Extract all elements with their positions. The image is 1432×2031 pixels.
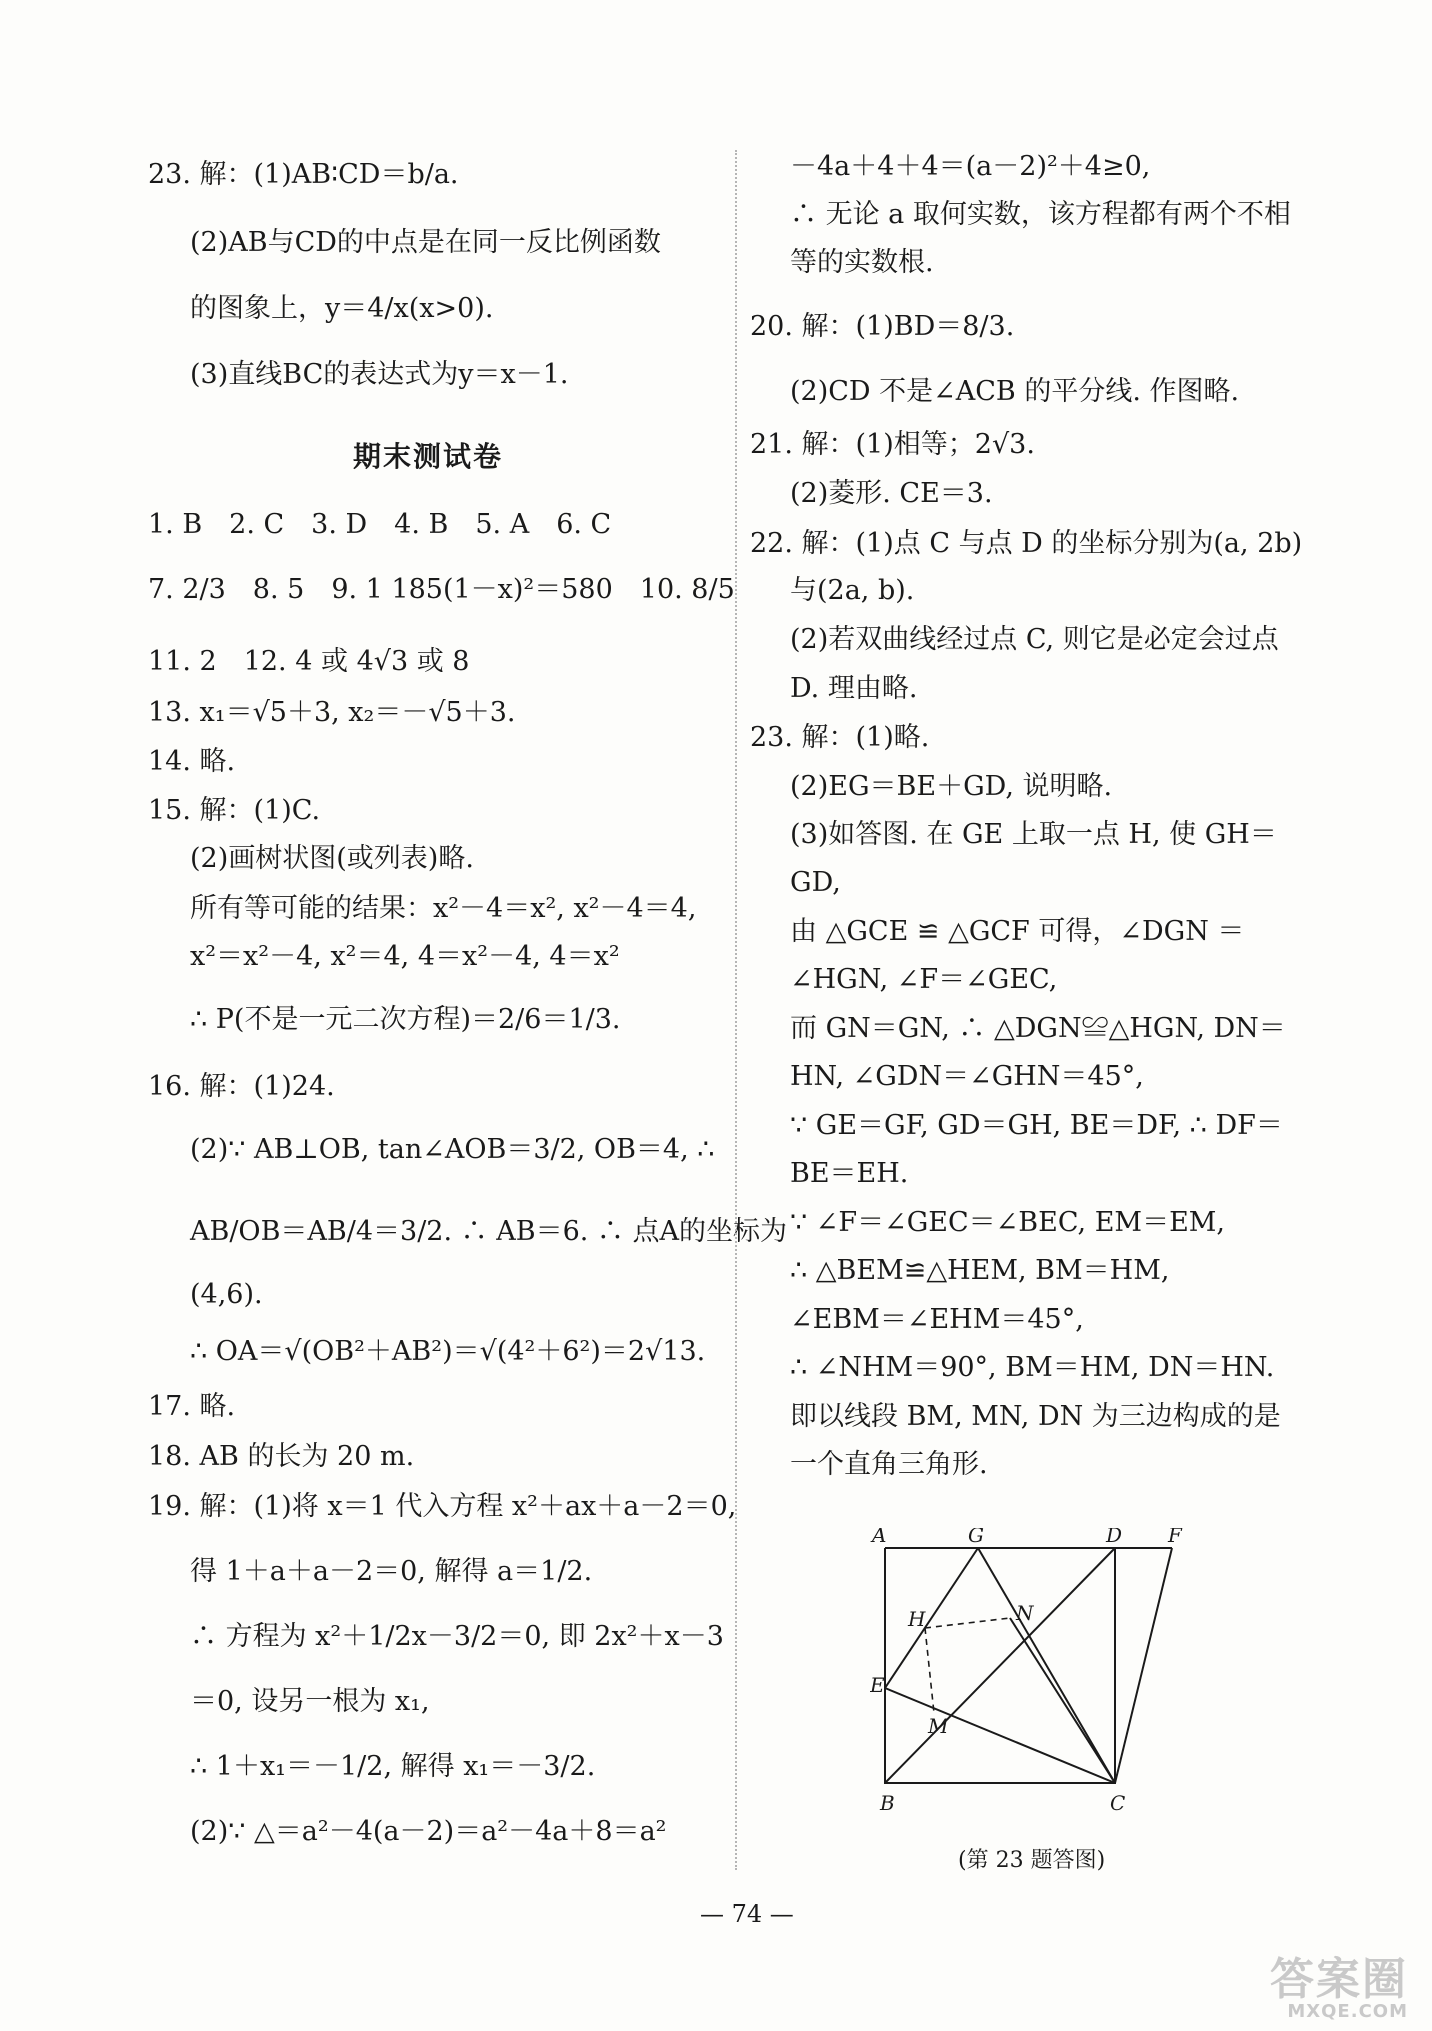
answer-line: ∴ 1＋x₁＝－1/2, 解得 x₁＝－3/2. [190,1751,596,1782]
watermark-main: 答案圈 [1270,1954,1408,2005]
label-n: N [1016,1601,1034,1625]
answer-line: (2)∵ AB⊥OB, tan∠AOB＝3/2, OB＝4, ∴ [190,1134,715,1165]
label-d: D [1106,1528,1123,1547]
answer-line: (2)∵ △＝a²－4(a－2)＝a²－4a＋8＝a² [190,1816,667,1847]
answer-line: 等的实数根. [790,247,934,278]
label-h: H [908,1607,926,1631]
segment-bd [885,1548,1115,1783]
answer-line: 16. 解：(1)24. [148,1071,335,1102]
answer-line: (2)CD 不是∠ACB 的平分线. 作图略. [790,376,1240,407]
segment-hn [925,1618,1010,1628]
answer-line: 一个直角三角形. [790,1449,988,1480]
answer-line: (2)菱形. CE＝3. [790,478,993,509]
answer-line: 23. 解：(1)略. [750,722,930,753]
answer-line: 即以线段 BM, MN, DN 为三边构成的是 [790,1401,1281,1432]
answer-line: (2)画树状图(或列表)略. [190,843,474,874]
answer-line: (4,6). [190,1279,263,1310]
answer-line: 11. 2 12. 4 或 4√3 或 8 [148,646,470,677]
answer-line: ∵ GE＝GF, GD＝GH, BE＝DF, ∴ DF＝ [790,1110,1283,1141]
answer-line: HN, ∠GDN＝∠GHN＝45°, [790,1061,1144,1092]
segment-ge [885,1548,978,1688]
watermark-logo [1258,1954,1408,2022]
answer-line: 所有等可能的结果：x²－4＝x², x²－4＝4, [190,893,697,924]
figure-caption: (第 23 题答图) [958,1848,1106,1873]
segment-nc [1010,1618,1115,1783]
answer-line: 7. 2/3 8. 5 9. 1 185(1－x)²＝580 10. 8/5 [148,574,735,605]
label-m: M [928,1714,949,1738]
answer-line: ∠EBM＝∠EHM＝45°, [790,1304,1084,1335]
answer-line: 22. 解：(1)点 C 与点 D 的坐标分别为(a, 2b) [750,528,1303,559]
label-c: C [1110,1791,1126,1815]
answer-line: 13. x₁＝√5＋3, x₂＝－√5＋3. [148,697,516,728]
answer-line: 而 GN＝GN, ∴ △DGN≌△HGN, DN＝ [790,1013,1286,1044]
answer-line: (2)若双曲线经过点 C, 则它是必定会过点 [790,624,1279,655]
answer-line: ∵ ∠F＝∠GEC＝∠BEC, EM＝EM, [790,1207,1226,1238]
segment-fc [1115,1548,1172,1783]
answer-line: ∴ 无论 a 取何实数，该方程都有两个不相 [790,199,1291,230]
answer-line: ＝0, 设另一根为 x₁, [190,1686,430,1717]
section-title: 期末测试卷 [353,440,504,473]
answer-line: 17. 略. [148,1391,236,1422]
answer-line: 1. B 2. C 3. D 4. B 5. A 6. C [148,509,612,540]
answer-line: 14. 略. [148,746,236,777]
answer-line: 19. 解：(1)将 x＝1 代入方程 x²＋ax＋a－2＝0, [148,1491,737,1522]
answer-line: ∴ △BEM≌△HEM, BM＝HM, [790,1255,1170,1286]
answer-line: ∠HGN, ∠F＝∠GEC, [790,964,1058,995]
label-g: G [968,1528,984,1547]
answer-line: 21. 解：(1)相等；2√3. [750,429,1035,460]
answer-line: D. 理由略. [790,673,918,704]
answer-line: ∴ 方程为 x²＋1/2x－3/2＝0, 即 2x²＋x－3 [190,1621,724,1652]
label-f: F [1168,1528,1182,1547]
answer-line: (3)直线BC的表达式为y＝x－1. [190,359,569,390]
geometry-figure [870,1528,1230,1828]
answer-line: AB/OB＝AB/4＝3/2. ∴ AB＝6. ∴ 点A的坐标为 [190,1216,787,1247]
label-a: A [872,1528,887,1547]
answer-line: (3)如答图. 在 GE 上取一点 H, 使 GH＝ [790,819,1277,850]
segment-ec [885,1688,1115,1783]
answer-line: ∴ OA＝√(OB²＋AB²)＝√(4²＋6²)＝2√13. [190,1336,706,1367]
answer-line: 由 △GCE ≌ △GCF 可得，∠DGN ＝ [790,916,1245,947]
answer-line: 的图象上，y＝4/x(x>0). [190,293,494,324]
segment-gc [978,1548,1115,1783]
answer-line: －4a＋4＋4＝(a－2)²＋4≥0, [790,151,1151,182]
answer-line: 15. 解：(1)C. [148,795,321,826]
answer-line: 18. AB 的长为 20 m. [148,1441,415,1472]
answer-line: 得 1＋a＋a－2＝0, 解得 a＝1/2. [190,1556,593,1587]
answer-line: ∴ P(不是一元二次方程)＝2/6＝1/3. [190,1004,621,1035]
answer-line: 23. 解：(1)AB∶CD＝b/a. [148,159,459,190]
answer-line: ∴ ∠NHM＝90°, BM＝HM, DN＝HN. [790,1352,1275,1383]
segment-hm [925,1628,934,1713]
page-number: — 74 — [700,1900,794,1928]
label-e: E [870,1673,885,1697]
answer-line: (2)EG＝BE＋GD, 说明略. [790,771,1113,802]
column-divider [735,150,737,1870]
answer-line: 20. 解：(1)BD＝8/3. [750,311,1015,342]
answer-line: GD, [790,867,841,898]
answer-line: (2)AB与CD的中点是在同一反比例函数 [190,227,661,258]
answer-line: BE＝EH. [790,1158,909,1189]
label-b: B [880,1791,895,1815]
watermark-sub: MXQE.COM [1287,2001,1408,2022]
answer-line: x²＝x²－4, x²＝4, 4＝x²－4, 4＝x² [190,941,620,972]
answer-line: 与(2a, b). [790,575,915,606]
